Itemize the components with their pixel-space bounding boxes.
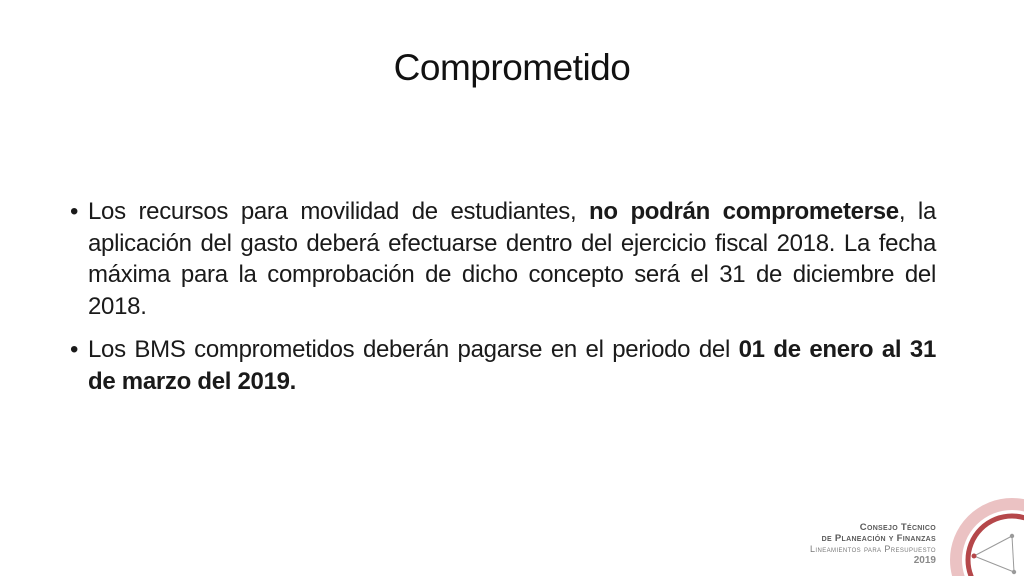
logo-inner-disc [976, 524, 1024, 576]
bullet-marker: • [70, 198, 79, 225]
bullet-text-1c: , la aplicación del gasto deberá efectuarse dentro del ejercicio fiscal 2018. La fecha máxima para la comprobación de dicho concepto será el 31 de diciembre del 2018. [88, 198, 936, 320]
bullet-text-1b-bold: no podrán comprometerse [589, 198, 899, 225]
logo-line-2: de Planeación y Finanzas [821, 533, 936, 544]
bullet-text-2b-bold: 01 de enero al 31 de marzo del 2019. [88, 336, 936, 395]
logo-line-3: Lineamientos para Presupuesto [810, 544, 936, 554]
bullet-text-1a: Los recursos para movilidad de estudiantes, [88, 198, 590, 225]
logo-dot-b [1010, 534, 1014, 538]
bullet-list [68, 196, 936, 409]
logo-block [804, 486, 1024, 576]
logo-circle-icon [944, 490, 1024, 576]
logo-year: 2019 [913, 555, 936, 566]
bullet-item-2 [68, 334, 936, 397]
bullet-text-2a: Los BMS comprometidos deberán pagarse en el periodo del [88, 336, 739, 363]
logo-dot-c [1012, 570, 1016, 574]
bullet-marker: • [70, 336, 79, 363]
logo-text [810, 522, 936, 566]
slide-title: Comprometido [393, 47, 631, 88]
logo-dot-a [972, 554, 977, 559]
logo-line-1: Consejo Técnico [859, 522, 936, 533]
bullet-item-1 [68, 196, 936, 322]
